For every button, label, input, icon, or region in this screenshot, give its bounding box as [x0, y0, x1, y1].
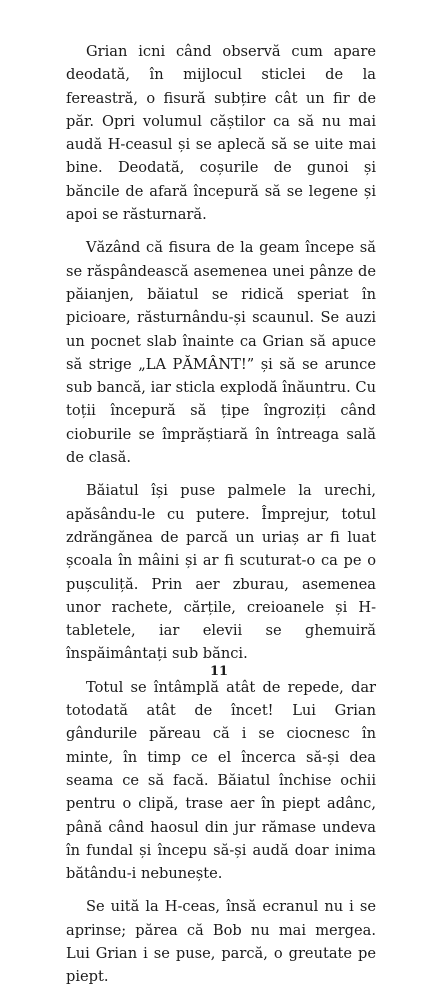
paragraph-1: Grian icni când observă cum apare deodată, în mijlocul sticlei de la fereastră, o fisură subțire cât un fir de păr. Opri volumul căștilor ca să nu mai audă H-ceasul și se aplecă să se uite mai bine. Deodată, coșurile de gunoi și băncile de afară începură să se legene și apoi se răsturnară.	[66, 43, 376, 224]
paragraph-3: Băiatul își puse palmele la urechi, apăsându-le cu putere. Împrejur, totul zdrăngănea de parcă un uriaș ar fi luat școala în mâini și ar fi scuturat-o ca pe o pușculiță. Prin aer zburau, asemenea unor rachete, cărțile, creioanele și H-tabletele, iar elevii se ghemuiră înspăimântați sub bănci.	[66, 482, 376, 663]
page-body	[66, 40, 376, 999]
page-number: 11	[209, 664, 229, 679]
paragraph-5: Se uită la H-ceas, însă ecranul nu i se aprinse; părea că Bob nu mai mergea. Lui Grian i se puse, parcă, o greutate pe piept.	[66, 898, 376, 986]
paragraph-4: Totul se întâmplă atât de repede, dar totodată atât de încet! Lui Grian gândurile păreau că i se ciocnesc în minte, în timp ce el încerca să-și dea seama ce să facă. Băiatul închise ochii pentru o clipă, trase aer în piept adânc, până când haosul din jur rămase undeva în fundal și începu să-și audă doar inima bătându-i nebunește.	[66, 678, 376, 883]
paragraph-2: Văzând că fisura de la geam începe să se răspândească asemenea unei pânze de păianjen, băiatul se ridică speriat în picioare, răsturnându-și scaunul. Se auzi un pocnet slab înainte ca Grian să apuce să strige „LA PĂMÂNT!” și să se arunce sub bancă, iar sticla explodă înăuntru. Cu toții începură să țipe îngroziți când cioburile se împrăștiară în întreaga sală de clasă.	[66, 239, 376, 467]
